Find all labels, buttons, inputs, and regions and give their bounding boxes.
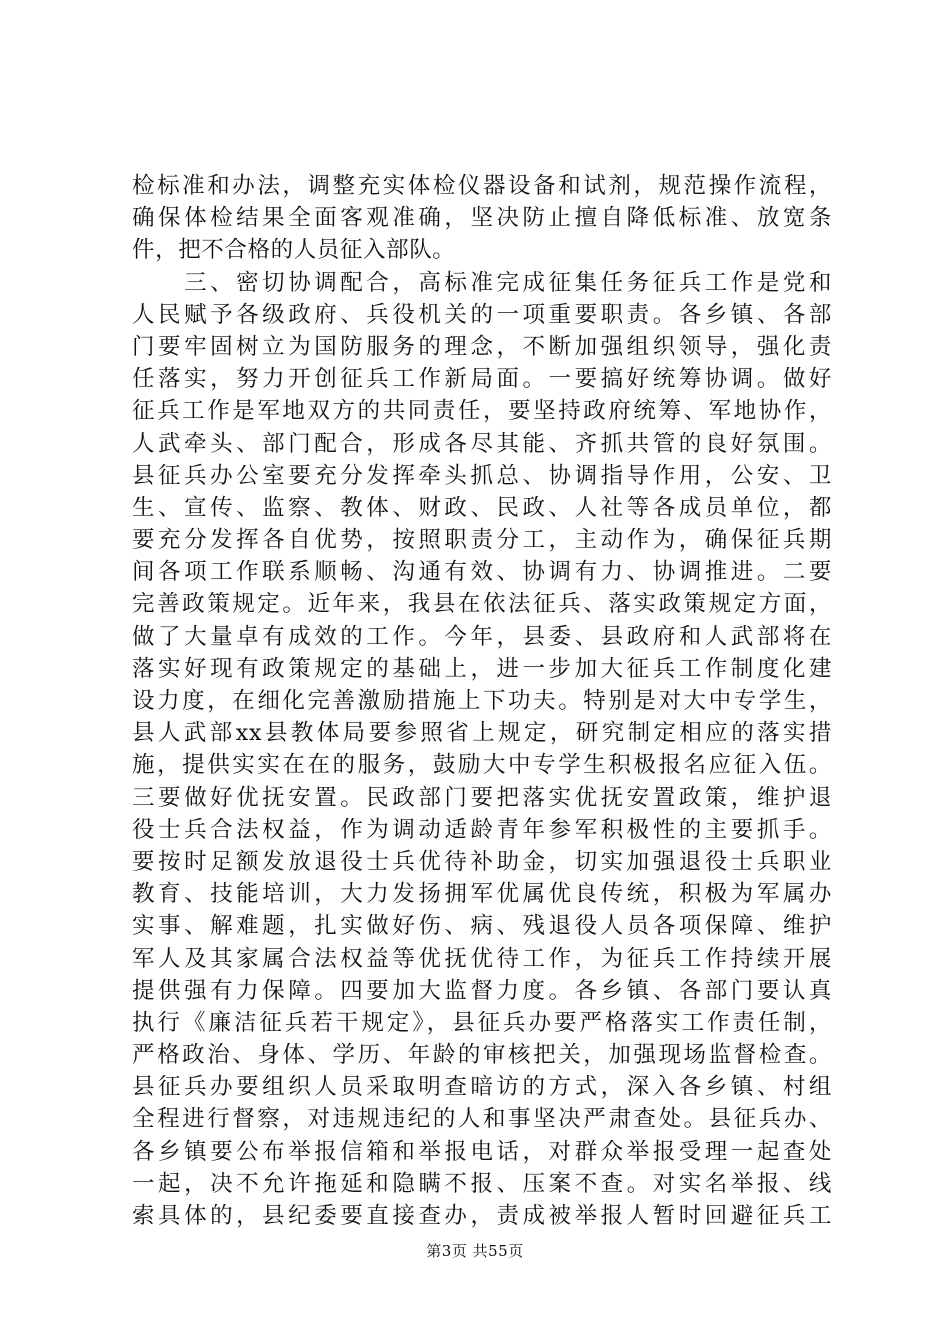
text-line: 各乡镇要公布举报信箱和举报电话，对群众举报受理一起查处 — [132, 1138, 832, 1165]
text-line: 人民赋予各级政府、兵役机关的一项重要职责。各乡镇、各部 — [132, 301, 832, 328]
text-line: 人武牵头、部门配合，形成各尽其能、齐抓共管的良好氛围。 — [132, 430, 832, 457]
text-line: 一起，决不允许拖延和隐瞒不报、压案不查。对实名举报、线 — [132, 1170, 832, 1197]
text-line: 三要做好优抚安置。民政部门要把落实优抚安置政策，维护退 — [132, 784, 832, 811]
text-line: 要按时足额发放退役士兵优待补助金，切实加强退役士兵职业 — [132, 848, 832, 875]
text-line: 生、宣传、监察、教体、财政、民政、人社等各成员单位，都 — [132, 494, 832, 521]
text-line: 施，提供实实在在的服务，鼓励大中专学生积极报名应征入伍。 — [132, 752, 832, 779]
text-line: 全程进行督察，对违规违纪的人和事坚决严肃查处。县征兵办、 — [132, 1106, 832, 1133]
text-line: 要充分发挥各自优势，按照职责分工，主动作为，确保征兵期 — [132, 527, 832, 554]
text-line: 严格政治、身体、学历、年龄的审核把关，加强现场监督检查。 — [132, 1042, 832, 1069]
text-line: 县征兵办公室要充分发挥牵头抓总、协调指导作用，公安、卫 — [132, 462, 832, 489]
text-line: 索具体的，县纪委要直接查办，责成被举报人暂时回避征兵工 — [132, 1203, 832, 1229]
page-footer: 第3页 共55页 — [426, 1242, 524, 1260]
text-line: 征兵工作是军地双方的共同责任，要坚持政府统筹、军地协作， — [132, 398, 832, 425]
text-line: 三、密切协调配合，高标准完成征集任务征兵工作是党和 — [132, 269, 832, 296]
text-line: 役士兵合法权益，作为调动适龄青年参军积极性的主要抓手。 — [132, 816, 832, 843]
text-line: 县人武部xx县教体局要参照省上规定，研究制定相应的落实措 — [132, 720, 832, 747]
text-line: 件，把不合格的人员征入部队。 — [132, 237, 456, 264]
text-line: 县征兵办要组织人员采取明查暗访的方式，深入各乡镇、村组 — [132, 1074, 832, 1101]
text-line: 门要牢固树立为国防服务的理念，不断加强组织领导，强化责 — [132, 333, 832, 360]
text-line: 落实好现有政策规定的基础上，进一步加大征兵工作制度化建 — [132, 655, 832, 682]
text-line: 执行《廉洁征兵若干规定》，县征兵办要严格落实工作责任制， — [132, 1009, 832, 1036]
text-line: 任落实，努力开创征兵工作新局面。一要搞好统筹协调。做好 — [132, 366, 832, 393]
text-line: 设力度，在细化完善激励措施上下功夫。特别是对大中专学生， — [132, 688, 832, 714]
text-line: 军人及其家属合法权益等优抚优待工作，为征兵工作持续开展 — [132, 945, 832, 972]
text-line: 提供强有力保障。四要加大监督力度。各乡镇、各部门要认真 — [132, 977, 832, 1004]
body-text — [132, 170, 832, 1232]
text-line: 间各项工作联系顺畅、沟通有效、协调有力、协调推进。二要 — [132, 559, 832, 586]
text-line: 确保体检结果全面客观准确，坚决防止擅自降低标准、放宽条 — [132, 205, 832, 232]
text-line: 教育、技能培训，大力发扬拥军优属优良传统，积极为军属办 — [132, 881, 832, 908]
text-line: 完善政策规定。近年来，我县在依法征兵、落实政策规定方面， — [132, 591, 832, 618]
text-line: 检标准和办法，调整充实体检仪器设备和试剂，规范操作流程， — [132, 173, 832, 199]
text-line: 实事、解难题，扎实做好伤、病、残退役人员各项保障、维护 — [132, 913, 832, 940]
text-line: 做了大量卓有成效的工作。今年，县委、县政府和人武部将在 — [132, 623, 832, 650]
